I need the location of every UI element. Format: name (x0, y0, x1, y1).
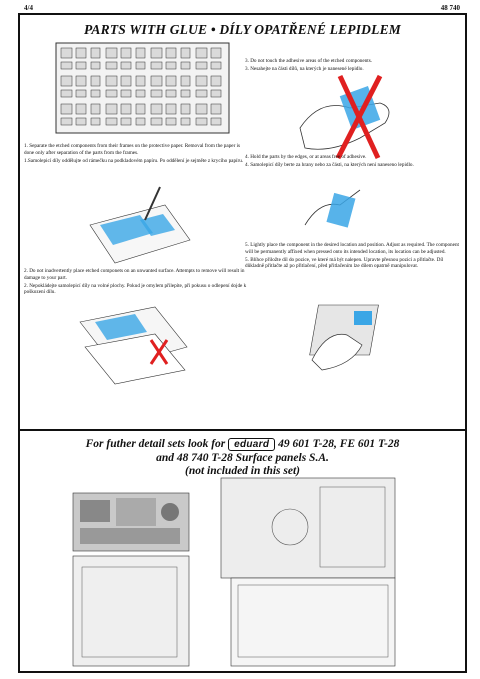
step-2-en: 2. Do not inadvertently place etched componets on an unwanted surface. Attempts to remove will result in damage to your part. (24, 268, 245, 281)
detail-set-sheet-1 (72, 492, 190, 552)
cutting-illustration (85, 185, 195, 265)
step-2-cz: 2. Nepokládejte samolepicí díly na volné plochy. Pokud je omylem přilepíte, při pokusu o odlepení dojde k poškození dílu. (24, 282, 247, 296)
step-4 (245, 154, 455, 170)
section-divider (20, 429, 465, 431)
step-5-cz: 5. Blíhce přiložte díl do pozice, ve které má být nalepen. Upravte přesnou pozici a přitlačte. Díl důkladně přitlačte až po přitlačení, před přitlačením lze dílem opatrně manipulovat. (245, 256, 444, 270)
step-3-en: 3. Do not touch the adhesive areas of the etched components. (245, 58, 373, 64)
step-3 (245, 58, 455, 74)
step-3-cz: 3. Nesahejte na části dílů, na kterých je nanesené lepidlo. (245, 66, 364, 73)
product-code: 48 740 (440, 4, 460, 12)
page-title: PARTS WITH GLUE • DÍLY OPATŘENÉ LEPIDLEM (83, 22, 401, 37)
footer-line1-pre: For futher detail sets look for (85, 438, 226, 450)
footer-line2: and 48 740 T-28 Surface panels S.A. (156, 451, 329, 464)
page-number: 4/4 (24, 4, 33, 12)
etched-sheet-illustration (55, 42, 230, 134)
footer-line1-post: 49 601 T-28, FE 601 T-28 (278, 438, 400, 450)
unwanted-surface-illustration (75, 292, 195, 387)
detail-set-sheet-4 (230, 577, 396, 667)
detail-set-sheet-3 (220, 477, 396, 579)
do-not-touch-illustration (290, 68, 410, 163)
step-1-en: 1. Separate the etched components from their frames on the protective paper. Removal from the paper is done only after separation of the parts from the frames. (24, 143, 241, 156)
detail-set-sheet-2 (72, 555, 190, 667)
hold-by-edge-illustration (300, 180, 380, 240)
place-component-illustration (292, 285, 402, 375)
step-1 (24, 143, 246, 166)
eduard-logo: eduard (228, 438, 275, 451)
step-4-cz: 4. Samolepicí díly berte za hrany nebo za části, na kterých není naneseno lepidlo. (245, 162, 414, 169)
step-5-en: 5. Lightly place the component in the desired location and position. Adjust as required. The component will be permanently affixed when pressed onto its intended location, its location can be adjusted. (245, 242, 459, 255)
footer-line3: (not included in this set) (184, 465, 301, 477)
step-1-cz: 1.Samolepicí díly oddělujte od rámečku na podkladovém papíru. Po oddělení je sejměte z krycího papíru. (24, 157, 244, 164)
step-5 (245, 242, 460, 271)
step-4-en: 4. Hold the parts by the edges, or at areas free of adhesive. (245, 154, 367, 160)
further-sets-note (18, 438, 467, 479)
